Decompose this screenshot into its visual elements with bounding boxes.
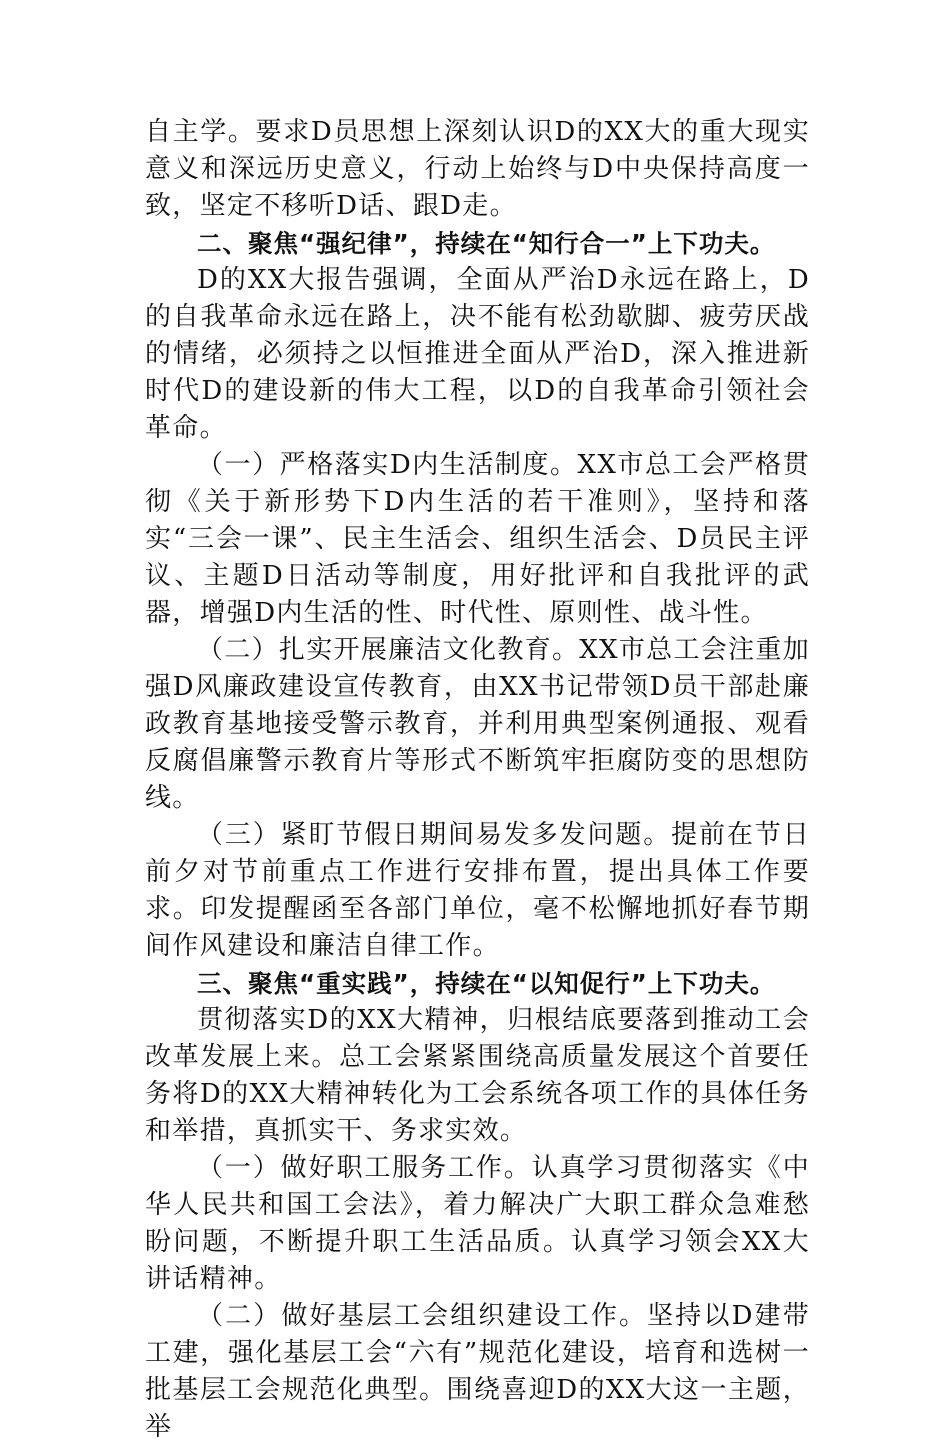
body-paragraph: D的XX大报告强调，全面从严治D永远在路上，D的自我革命永远在路上，决不能有松劲歇脚、疲劳厌战的情绪，必须持之以恒推进全面从严治D，深入推进新时代D的建设新的伟大工程，以D的自我革命引领社会革命。 xyxy=(145,265,810,443)
subsection-paragraph: （二）扎实开展廉洁文化教育。XX市总工会注重加强D风廉政建设宣传教育，由XX书记带领D员干部赴廉政教育基地接受警示教育，并利用典型案例通报、观看反腐倡廉警示教育片等形式不断筑牢拒腐防变的思想防线。 xyxy=(145,635,810,813)
subsection-paragraph: （一）做好职工服务工作。认真学习贯彻落实《中华人民共和国工会法》，着力解决广大职工群众急难愁盼问题，不断提升职工生活品质。认真学习领会XX大讲话精神。 xyxy=(145,1153,810,1294)
section-heading-2: 二、聚焦“强纪律”，持续在“知行合一”上下功夫。 xyxy=(197,229,776,258)
section-heading-3: 三、聚焦“重实践”，持续在“以知促行”上下功夫。 xyxy=(197,969,776,998)
subsection-paragraph: （一）严格落实D内生活制度。XX市总工会严格贯彻《关于新形势下D内生活的若干准则》，坚持和落实“三会一课”、民主生活会、组织生活会、D员民主评议、主题D日活动等制度，用好批评和自我批评的武器，增强D内生活的性、时代性、原则性、战斗性。 xyxy=(145,450,810,628)
subsection-paragraph: （三）紧盯节假日期间易发多发问题。提前在节日前夕对节前重点工作进行安排布置，提出具体工作要求。印发提醒函至各部门单位，毫不松懈地抓好春节期间作风建设和廉洁自律工作。 xyxy=(145,820,810,961)
body-paragraph: 贯彻落实D的XX大精神，归根结底要落到推动工会改革发展上来。总工会紧紧围绕高质量发展这个首要任务将D的XX大精神转化为工会系统各项工作的具体任务和举措，真抓实干、务求实效。 xyxy=(145,1005,810,1146)
document-page xyxy=(145,114,810,1446)
body-paragraph-continuation: 自主学。要求D员思想上深刻认识D的XX大的重大现实意义和深远历史意义，行动上始终与D中央保持高度一致，坚定不移听D话、跟D走。 xyxy=(145,117,810,221)
subsection-paragraph: （二）做好基层工会组织建设工作。坚持以D建带工建，强化基层工会“六有”规范化建设，培育和选树一批基层工会规范化典型。围绕喜迎D的XX大这一主题，举 xyxy=(145,1301,810,1442)
